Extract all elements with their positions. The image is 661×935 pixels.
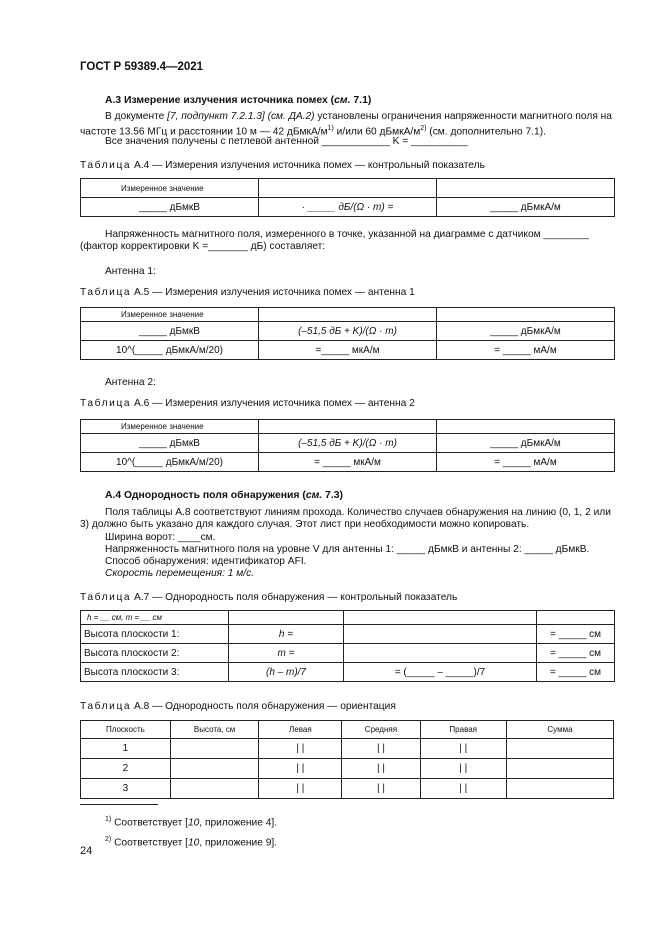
- table-a7-cell: [344, 625, 537, 644]
- antenna-1-label: Антенна 1:: [105, 266, 156, 277]
- table-a8-cell: | |: [420, 739, 506, 759]
- magnetic-field-paragraph: Напряженность магнитного поля, измеренного в точке, указанной на диаграмме с датчиком ________ (фактор корректировки K =_______ дБ) составляет:: [80, 229, 589, 253]
- table-a7-cell: (h – m)/7: [229, 663, 344, 682]
- table-a7-cell: Высота плоскости 1:: [81, 625, 229, 644]
- section-a4-paragraph: Поля таблицы А.8 соответствуют линиям прохода. Количество случаев обнаружения на линию (0, 1, 2 или 3) должно быть указано для каждого случая. Этот лист при необходимости можно копировать.: [80, 507, 611, 531]
- movement-speed: Скорость перемещения: 1 м/с.: [105, 568, 255, 579]
- table-a8-cell: [506, 779, 613, 799]
- antenna-2-label: Антенна 2:: [105, 377, 156, 388]
- table-a8-header: Плоскость: [81, 721, 171, 739]
- table-row: [81, 759, 614, 779]
- table-a7-caption: Таблица А.7 — Однородность поля обнаружения — контрольный показатель: [80, 592, 458, 603]
- table-a5-cell: [437, 308, 615, 322]
- table-a4-cell: · _____ дБ/(Ω · m) =: [259, 198, 437, 217]
- table-a7-cell: h = __ см, m = __ см: [81, 611, 229, 625]
- table-a6-caption: Таблица А.6 — Измерения излучения источника помех — антенна 2: [80, 398, 415, 409]
- table-a8: [80, 720, 614, 799]
- table-a8-header: Правая: [420, 721, 506, 739]
- section-a4-title: А.4 Однородность поля обнаружения (см. 7.3): [105, 490, 343, 501]
- table-a7: [80, 610, 615, 682]
- table-a6-cell: _____ дБмкВ: [81, 434, 259, 453]
- table-a4-cell: _____ дБмкВ: [81, 198, 259, 217]
- table-row: [81, 779, 614, 799]
- gate-width: Ширина ворот: ____см.: [105, 532, 216, 543]
- table-row: [81, 644, 615, 663]
- table-a8-caption: Таблица А.8 — Однородность поля обнаружения — ориентация: [80, 701, 396, 712]
- footnotes: [105, 811, 277, 852]
- table-a6-cell: [437, 420, 615, 434]
- table-a6-cell: Измеренное значение: [81, 420, 259, 434]
- table-a8-header: Сумма: [506, 721, 613, 739]
- footnote-separator: [80, 804, 158, 805]
- detection-method: Способ обнаружения: идентификатор AFI.: [105, 556, 307, 567]
- table-a5-cell: = _____ мА/м: [437, 341, 615, 360]
- table-a7-cell: [344, 611, 537, 625]
- antenna-note: Все значения получены с петлевой антенной ____________ K = __________: [105, 136, 468, 147]
- table-a7-cell: = (_____ – _____)/7: [344, 663, 537, 682]
- table-a8-header: Высота, см: [170, 721, 259, 739]
- table-a5-caption: Таблица А.5 — Измерения излучения источника помех — антенна 1: [80, 287, 415, 298]
- table-a8-cell: [506, 759, 613, 779]
- table-a6-cell: _____ дБмкА/м: [437, 434, 615, 453]
- field-level: Напряженность магнитного поля на уровне V для антенны 1: _____ дБмкВ и антенны 2: _____ дБмкВ.: [105, 544, 590, 555]
- table-a7-cell: = _____ см: [537, 663, 615, 682]
- table-a7-cell: m =: [229, 644, 344, 663]
- footnote: $^{2)}$ Соответствует [10, приложение 9].: [105, 836, 278, 849]
- page-number: 24: [80, 845, 93, 857]
- table-a5-cell: _____ дБмкА/м: [437, 322, 615, 341]
- table-a8-cell: 3: [81, 779, 171, 799]
- table-a5-cell: [259, 308, 437, 322]
- table-a5: [80, 307, 615, 360]
- table-a8-header: Левая: [259, 721, 342, 739]
- table-row: [81, 625, 615, 644]
- table-a8-cell: [170, 779, 259, 799]
- table-a7-cell: = _____ см: [537, 625, 615, 644]
- table-a8-cell: | |: [259, 739, 342, 759]
- table-a4-cell: Измеренное значение: [81, 179, 259, 198]
- table-a7-cell: [229, 611, 344, 625]
- table-a7-cell: Высота плоскости 2:: [81, 644, 229, 663]
- table-a4-caption: Таблица А.4 — Измерения излучения источника помех — контрольный показатель: [80, 160, 485, 171]
- table-a5-cell: (–51,5 дБ + K)/(Ω · m): [259, 322, 437, 341]
- table-a8-cell: | |: [420, 779, 506, 799]
- table-a4: [80, 178, 615, 217]
- table-a8-cell: 1: [81, 739, 171, 759]
- table-a6-cell: (–51,5 дБ + K)/(Ω · m): [259, 434, 437, 453]
- table-a7-cell: = _____ см: [537, 644, 615, 663]
- table-a8-cell: | |: [259, 759, 342, 779]
- section-a3-paragraph: В документе [7, подпункт 7.2.1.3] (см. ДА.2) установлены ограничения напряженности магнитного поля на частоте 13.56 МГц и расстоянии 10 м — 42 дБмкА/$м^{1)}$ и/или 60 дБмкА/$м^{2)}$ (см. дополнительно 7.1).: [80, 111, 612, 138]
- table-a6-cell: = _____ мА/м: [437, 453, 615, 472]
- table-a7-cell: Высота плоскости 3:: [81, 663, 229, 682]
- section-a3-title: А.3 Измерение излучения источника помех (см. 7.1): [105, 95, 372, 106]
- table-a6: [80, 419, 615, 472]
- table-a8-cell: [506, 739, 613, 759]
- table-a4-cell: [437, 179, 615, 198]
- table-a4-cell: [259, 179, 437, 198]
- table-a8-cell: | |: [342, 779, 420, 799]
- table-a8-cell: | |: [259, 779, 342, 799]
- document-header: ГОСТ Р 59389.4—2021: [80, 61, 204, 73]
- table-a4-cell: _____ дБмкА/м: [437, 198, 615, 217]
- table-a8-cell: | |: [342, 759, 420, 779]
- table-a6-cell: 10^(_____ дБмкА/м/20): [81, 453, 259, 472]
- table-a5-cell: Измеренное значение: [81, 308, 259, 322]
- table-a6-cell: = _____ мкА/м: [259, 453, 437, 472]
- table-a8-cell: | |: [420, 759, 506, 779]
- table-a6-cell: [259, 420, 437, 434]
- table-a7-cell: [537, 611, 615, 625]
- table-a5-cell: 10^(_____ дБмкА/м/20): [81, 341, 259, 360]
- table-a8-cell: [170, 759, 259, 779]
- table-a5-cell: _____ дБмкВ: [81, 322, 259, 341]
- table-a7-cell: [344, 644, 537, 663]
- table-a7-cell: h =: [229, 625, 344, 644]
- table-a8-cell: [170, 739, 259, 759]
- table-a8-cell: | |: [342, 739, 420, 759]
- table-a5-cell: =_____ мкА/м: [259, 341, 437, 360]
- table-row: [81, 663, 615, 682]
- table-a8-cell: 2: [81, 759, 171, 779]
- table-a8-header: Средняя: [342, 721, 420, 739]
- footnote: $^{1)}$ Соответствует [10, приложение 4].: [105, 816, 278, 829]
- table-row: [81, 739, 614, 759]
